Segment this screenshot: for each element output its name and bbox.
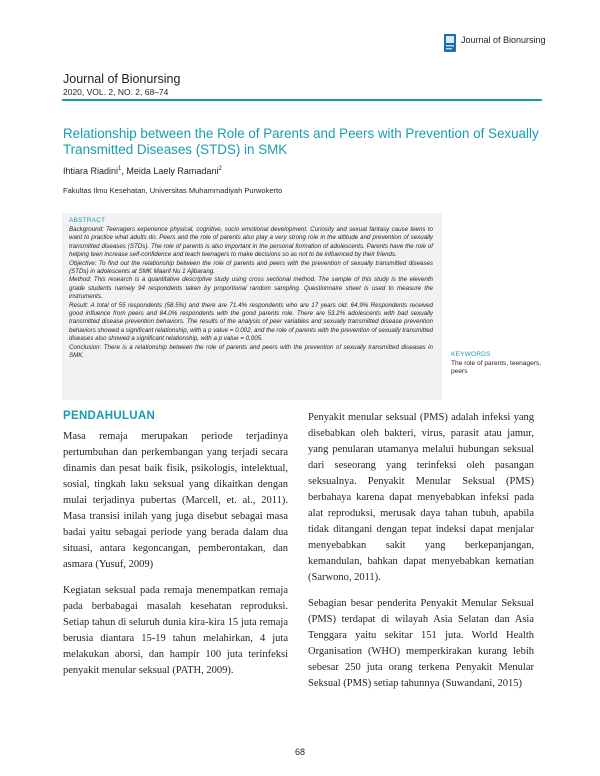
author-separator: , (121, 166, 127, 176)
author-affiliation-marker: 2 (218, 166, 222, 172)
body-column-right (308, 410, 534, 702)
author-name: Meida Laely Ramadani (126, 166, 219, 176)
journal-logo-icon (443, 33, 457, 53)
author-name: Ihtiara Riadini (63, 166, 119, 176)
body-column-left (63, 429, 288, 689)
abstract-conclusion: Conclusion: There is a relationship between the role of parents and peers with the prevention of sexually transmitted diseases in SMK. (69, 343, 433, 360)
body-paragraph: Masa remaja merupakan periode terjadinya pertumbuhan dan perkembangan yang terjadi secara dinamis dan pesat baik fisik, psikologis, intelektual, sosial, tingkah laku seksual yang dikaitkan dengan mulai terjadinya pubertas (Marcell, et. al., 2011). Masa transisi inilah yang juga disebut sebagai masa badai yaitu sebagai periode yang berada dalam dua situasi, antara kegoncangan, pemberontakan, dan asmara (Yusuf, 2009) (63, 431, 288, 570)
header-journal-name: Journal of Bionursing (461, 35, 546, 45)
journal-title: Journal of Bionursing (63, 72, 181, 86)
page-number: 68 (294, 747, 305, 757)
header-divider (62, 99, 542, 101)
abstract-method: Method: This research is a quantitative descriptive study using cross sectional method. The sample of this study is the eleventh grade students namely 94 respondents taken by proportional random sampling. Questionnaire sheet is used to measure the instruments. (69, 276, 433, 301)
abstract-objective: Objective: To find out the relationship between the role of parents and peers with the prevention of sexually transmitted diseases (STDs) in adolescents at SMK Maarif Nu 1 Ajibarang. (69, 259, 433, 276)
journal-meta: 2020, VOL. 2, NO. 2, 68–74 (63, 87, 169, 97)
body-paragraph: Sebagian besar penderita Penyakit Menular Seksual (PMS) terdapat di wilayah Asia Selatan dan Asia Tenggara yaitu sekitar 151 juta. World Health Organisation (WHO) memperkirakan kurang lebih sebesar 250 juta orang terkena Penyakit Menular Seksual (PMS) setiap tahunnya (Suwandani, 2015) (308, 598, 534, 689)
affiliation: Fakultas Ilmu Kesehatan, Universitas Muhammadiyah Purwokerto (63, 186, 283, 195)
section-heading: PENDAHULUAN (63, 410, 156, 422)
body-paragraph: Penyakit menular seksual (PMS) adalah infeksi yang disebabkan oleh bakteri, virus, parasit atau jamur, yang penularan utamanya melalui hubungan seksual dari seseorang yang terinfeksi oleh pasangan seksualnya. Penyakit Menular Seksual (PMS) berbahaya karena dapat menyebabkan infeksi pada alat reproduksi, merusak daya tahan tubuh, apabila tidak ditangani dengan tepat indeksi dapat menjalar menyebabkan sakit yang berkepanjangan, kemandulan, bahkan dapat menyebabkan kematian (Sarwono, 2011). (308, 412, 534, 583)
body-paragraph: Kegiatan seksual pada remaja menempatkan remaja pada berbabagai masalah kesehatan reproduksi. Setiap tahun di seluruh dunia kira-kira 15 juta remaja berusia diantara 15-19 tahun melahirkan, 4 juta melakukan aborsi, dan hampir 100 juta terinfeksi penyakit menular seksual (PATH, 2009). (63, 585, 288, 676)
abstract-text (69, 226, 433, 361)
keywords-label: KEYWORDS (451, 351, 491, 358)
abstract-label: ABSTRACT (69, 217, 106, 224)
abstract-background: Background: Teenagers experience physical, cognitive, socio emotional development. Curiosity and sexual fantasy cause teens to want to practice what adults do. Peers and the role of parents also play a very strong role in the attitude and prevention of sexually transmitted diseases (STDs). The role of parents is also important in the personal formation of adolescents. Parents have the role of helping teen increase self-confidence and teach teenagers to make decisions so as not to be influenced by their friends. (69, 226, 433, 259)
author-affiliation-marker: 1 (118, 166, 122, 172)
keywords-text: The role of parents, teenagers, peers (451, 360, 542, 375)
paper-title: Relationship between the Role of Parents and Peers with Prevention of Sexually Transmitted Diseases (STDS) in SMK (63, 126, 539, 157)
abstract-result: Result: A total of 55 respondents (58.5%) and there are 71.4% respondents who are 17 years old. 64.9% Respondents received good influence from peers and 84.0% respondents with the good parents role. There are 53.2% adolescents with bad sexually transmitted disease prevention behaviors. The results of the analysis of peer variables and sexually transmitted disease prevention behaviors showed a significant relationship, with a p value = 0.002, and the role of parents with the prevention of sexually transmitted diseases also showed a significant relationship, with a p value = 0.005. (69, 301, 433, 343)
author-list (63, 166, 222, 176)
